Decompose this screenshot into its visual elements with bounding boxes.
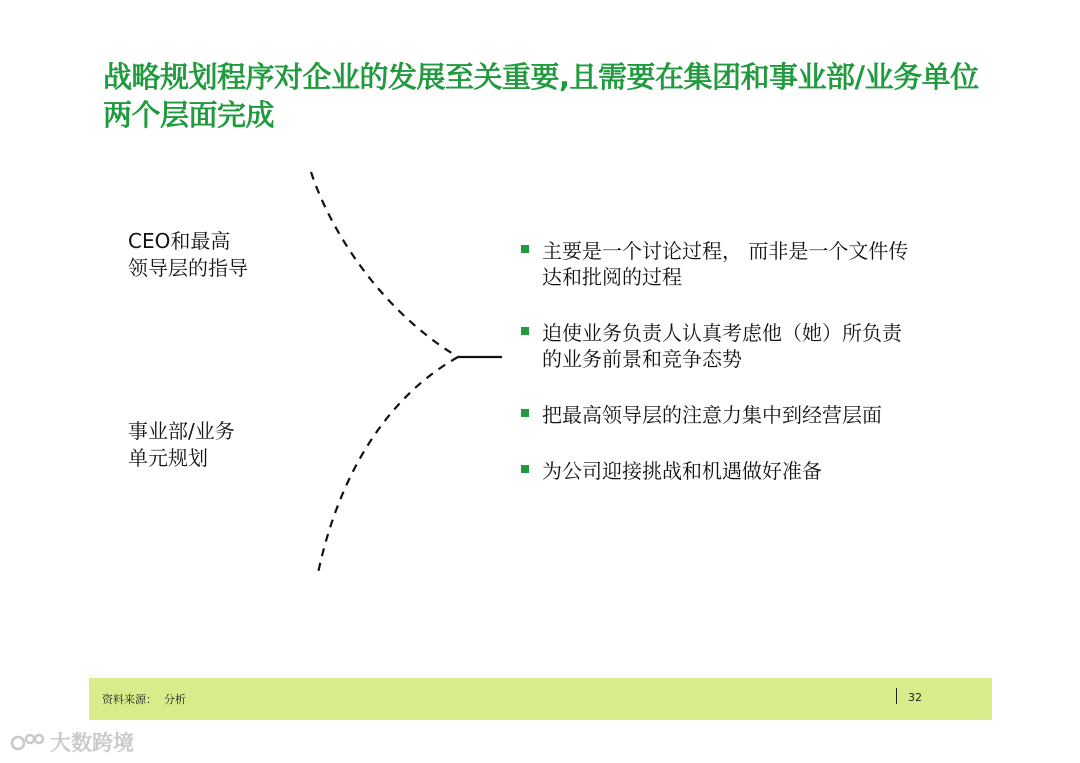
bullet-item-1 — [521, 238, 971, 290]
green-square-bullet-icon — [521, 327, 529, 335]
bullet-1-line2: 达和批阅的过程 — [542, 265, 682, 289]
watermark-text: 大数跨境 — [50, 731, 134, 755]
bullet-1-line1: 主要是一个讨论过程， 而非是一个文件传 — [542, 239, 909, 263]
bullet-item-2 — [521, 320, 971, 372]
division-planning-line2: 单元规划 — [128, 446, 208, 470]
bullet-2-line2: 的业务前景和竞争态势 — [542, 347, 742, 371]
ceo-guidance-line1: CEO和最高 — [128, 229, 231, 253]
footer-bar — [89, 678, 992, 720]
bullet-3-line1: 把最高领导层的注意力集中到经营层面 — [542, 403, 882, 427]
bullet-item-4 — [521, 458, 971, 484]
green-square-bullet-icon — [521, 245, 529, 253]
green-square-bullet-icon — [521, 465, 529, 473]
bullet-2-line1: 迫使业务负责人认真考虑他（她）所负责 — [542, 321, 902, 345]
page-title: 战略规划程序对企业的发展至关重要,且需要在集团和事业部/业务单位两个层面完成 — [103, 60, 979, 132]
upper-dashed-curve — [311, 172, 458, 357]
bullet-list — [521, 238, 971, 484]
bullet-4-line1: 为公司迎接挑战和机遇做好准备 — [542, 459, 822, 483]
division-planning-line1: 事业部/业务 — [128, 419, 235, 443]
bullet-item-3 — [521, 402, 971, 428]
source-note: 资料来源： 分析 — [102, 693, 186, 706]
green-square-bullet-icon — [521, 409, 529, 417]
watermark-logo-icon — [10, 730, 46, 754]
lower-dashed-curve — [318, 357, 458, 573]
page-number: 32 — [908, 691, 922, 704]
watermark — [10, 728, 134, 756]
page-separator — [896, 688, 897, 704]
ceo-guidance-line2: 领导层的指导 — [128, 256, 248, 280]
